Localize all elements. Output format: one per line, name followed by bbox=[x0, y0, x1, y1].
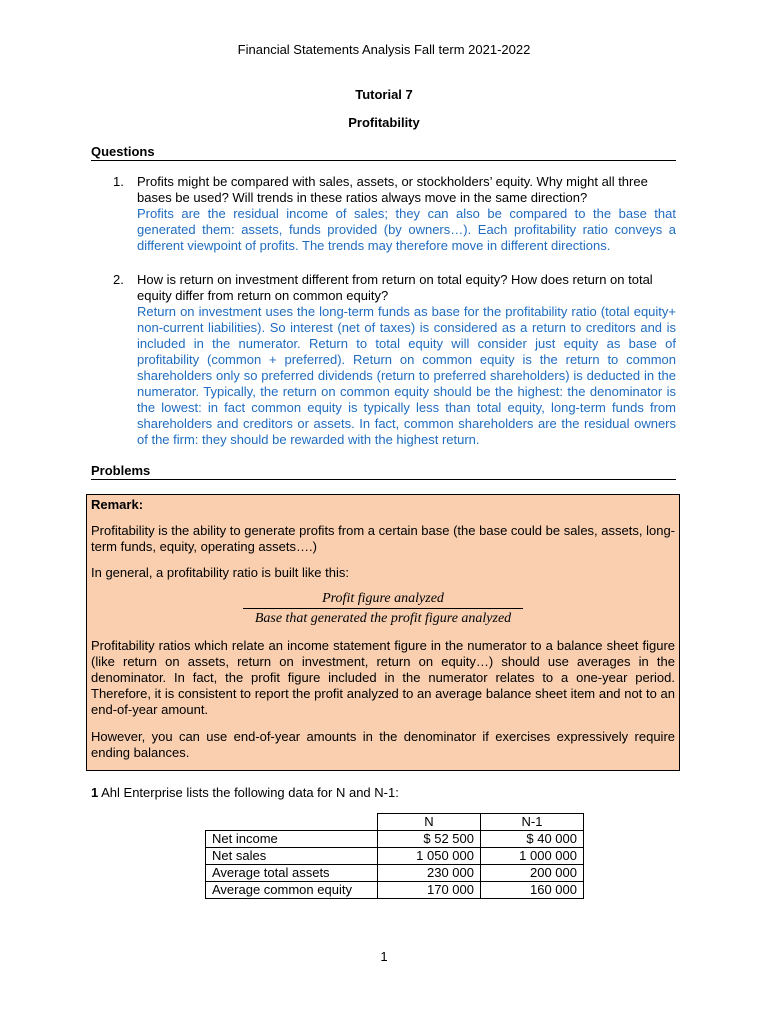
data-table bbox=[205, 813, 584, 899]
row-label: Average common equity bbox=[206, 882, 378, 899]
question-1 bbox=[113, 174, 676, 254]
formula-numerator: Profit figure analyzed bbox=[243, 590, 523, 609]
cell-n1: 200 000 bbox=[481, 865, 584, 882]
column-header: N bbox=[378, 814, 481, 831]
cell-n: 1 050 000 bbox=[378, 848, 481, 865]
subject-title: Profitability bbox=[348, 115, 420, 130]
page-number: 1 bbox=[380, 949, 388, 964]
row-label: Average total assets bbox=[206, 865, 378, 882]
column-header: N-1 bbox=[481, 814, 584, 831]
table-corner bbox=[206, 814, 378, 831]
tutorial-title: Tutorial 7 bbox=[355, 87, 413, 102]
question-number: 2. bbox=[113, 272, 124, 287]
table-row bbox=[206, 848, 584, 865]
cell-n1: 1 000 000 bbox=[481, 848, 584, 865]
cell-n: 230 000 bbox=[378, 865, 481, 882]
table-header-row bbox=[206, 814, 584, 831]
table-row bbox=[206, 831, 584, 848]
remark-paragraph: However, you can use end-of-year amounts in the denominator if exercises expressively require ending balances. bbox=[91, 729, 675, 760]
problem-1-intro bbox=[91, 785, 399, 800]
cell-n1: $ 40 000 bbox=[481, 831, 584, 848]
remark-box bbox=[86, 494, 680, 771]
cell-n: 170 000 bbox=[378, 882, 481, 899]
table-row bbox=[206, 865, 584, 882]
formula-denominator: Base that generated the profit figure analyzed bbox=[254, 611, 512, 626]
remark-paragraph: In general, a profitability ratio is built like this: bbox=[91, 565, 349, 580]
remark-paragraph: Profitability ratios which relate an income statement figure in the numerator to a balance sheet figure (like return on assets, return on investment, return on equity…) should use averages in the denominator. In fact, the profit figure included in the numerator relates to a one-year period. Therefore, it is consistent to report the profit analyzed to an average balance sheet item and not to an end-of-year amount. bbox=[91, 638, 675, 717]
problem-number: 1 bbox=[91, 785, 99, 800]
page-header: Financial Statements Analysis Fall term 2021-2022 bbox=[237, 42, 531, 57]
row-label: Net income bbox=[206, 831, 378, 848]
cell-n: $ 52 500 bbox=[378, 831, 481, 848]
remark-title: Remark: bbox=[91, 497, 144, 512]
question-text: How is return on investment different from return on total equity? How does return on total equity differ from return on common equity? bbox=[137, 272, 653, 303]
remark-paragraph: Profitability is the ability to generate profits from a certain base (the base could be sales, assets, long-term funds, equity, operating assets….) bbox=[91, 523, 675, 554]
problem-text: Ahl Enterprise lists the following data for N and N-1: bbox=[98, 785, 399, 800]
cell-n1: 160 000 bbox=[481, 882, 584, 899]
answer-text: Profits are the residual income of sales; they can also be compared to the base that generated them: assets, funds provided (by owners…). Each profitability ratio conveys a different viewpoint of profits. The trends may therefore move in different directions. bbox=[137, 206, 676, 253]
answer-text: Return on investment uses the long-term funds as base for the profitability ratio (total equity+ non-current liabilities). So interest (net of taxes) is considered as a return to creditors and is included in the numerator. Return to total equity will consider just equity as base of profitability (common + preferred). Return on common equity is the return to common shareholders only so preferred dividends (return to preferred shareholders) is deducted in the numerator. Typically, the return on common equity should be the highest: the denominator is the lowest: in fact common equity is typically less than total equity, long-term funds from shareholders and creditors or assets. In fact, common shareholders are the residual owners of the firm: they should be rewarded with the highest return. bbox=[137, 304, 676, 447]
question-2 bbox=[113, 272, 676, 448]
table-row bbox=[206, 882, 584, 899]
problems-heading: Problems bbox=[91, 463, 676, 480]
ratio-formula bbox=[243, 590, 523, 627]
question-number: 1. bbox=[113, 174, 124, 189]
questions-heading: Questions bbox=[91, 144, 676, 161]
question-text: Profits might be compared with sales, assets, or stockholders’ equity. Why might all three bases be used? Will trends in these ratios always move in the same direction? bbox=[137, 174, 648, 205]
row-label: Net sales bbox=[206, 848, 378, 865]
